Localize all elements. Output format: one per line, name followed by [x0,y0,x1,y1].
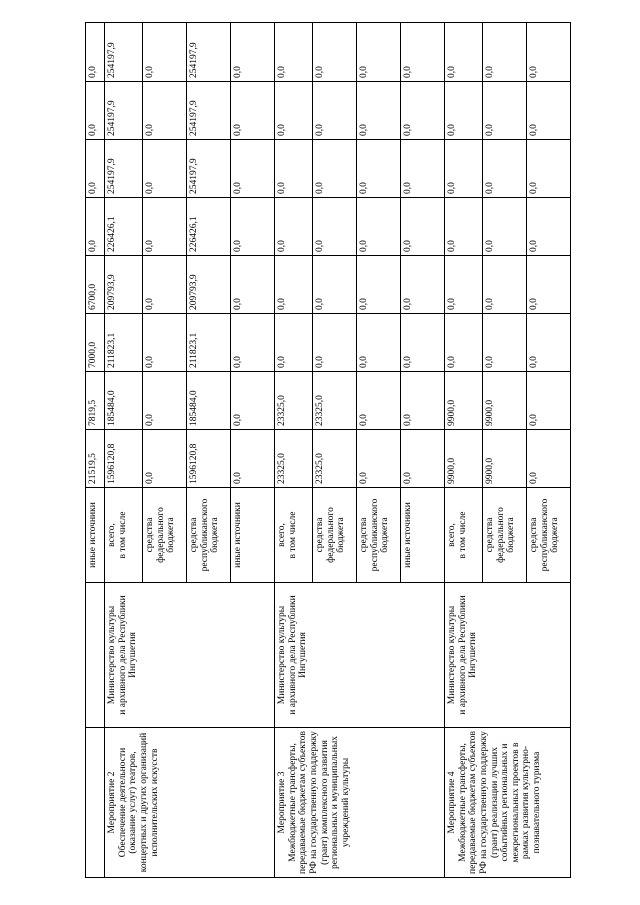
value-cell: 0,0 [143,140,187,198]
value-cell: 9900,0 [445,430,483,488]
source-label: иные источники [86,488,105,583]
value-cell: 0,0 [86,198,105,256]
value-cell: 0,0 [86,140,105,198]
value-cell: 0,0 [445,23,483,82]
measure-cell-empty [86,728,105,878]
value-cell: 0,0 [313,140,357,198]
value-cell: 0,0 [357,82,401,140]
value-cell: 0,0 [275,82,313,140]
value-cell: 0,0 [401,23,445,82]
value-cell: 0,0 [527,23,571,82]
value-cell: 0,0 [401,140,445,198]
responsible-cell-empty [86,583,105,728]
value-cell: 0,0 [401,314,445,372]
value-cell: 0,0 [527,256,571,314]
value-cell: 0,0 [401,256,445,314]
value-cell: 211823,1 [105,314,143,372]
value-cell: 0,0 [483,23,527,82]
budget-table [85,22,571,878]
value-cell: 0,0 [483,198,527,256]
value-cell: 209793,9 [105,256,143,314]
value-cell: 0,0 [313,198,357,256]
table-body [86,23,571,878]
value-cell: 254197,9 [105,82,143,140]
value-cell: 0,0 [313,23,357,82]
value-cell: 0,0 [445,256,483,314]
value-cell: 0,0 [275,140,313,198]
value-cell: 0,0 [483,140,527,198]
funding-source-label: всего, в том числе [445,488,483,583]
value-cell: 0,0 [231,140,275,198]
value-cell: 7000,0 [86,314,105,372]
value-cell: 0,0 [357,430,401,488]
value-cell: 0,0 [527,430,571,488]
value-cell: 0,0 [143,256,187,314]
value-cell: 0,0 [231,198,275,256]
value-cell: 0,0 [143,198,187,256]
value-cell: 0,0 [86,82,105,140]
value-cell: 0,0 [357,23,401,82]
measure-description: Мероприятие 2 Обеспечение деятельности (оказание услуг) театров, концертных и других организаций исполнительских искусств [105,728,275,878]
value-cell: 0,0 [143,82,187,140]
value-cell: 0,0 [527,198,571,256]
value-cell: 0,0 [401,198,445,256]
value-cell: 0,0 [401,372,445,430]
funding-source-label: средства федерального бюджета [483,488,527,583]
value-cell: 23325,0 [275,372,313,430]
value-cell: 0,0 [527,314,571,372]
value-cell: 0,0 [483,82,527,140]
value-cell: 0,0 [313,256,357,314]
value-cell: 0,0 [527,372,571,430]
value-cell: 0,0 [483,314,527,372]
value-cell: 7819,5 [86,372,105,430]
value-cell: 0,0 [86,23,105,82]
funding-source-label: всего, в том числе [275,488,313,583]
value-cell: 23325,0 [275,430,313,488]
value-cell: 226426,1 [187,198,231,256]
responsible-executor: Министерство культуры и архивного дела Республики Ингушетия [445,583,571,728]
value-cell: 0,0 [143,23,187,82]
funding-source-label: иные источники [401,488,445,583]
value-cell: 0,0 [275,198,313,256]
value-cell: 0,0 [445,314,483,372]
value-cell: 0,0 [445,198,483,256]
value-cell: 185484,0 [105,372,143,430]
value-cell: 0,0 [231,372,275,430]
value-cell: 0,0 [445,140,483,198]
table-row [105,23,143,878]
value-cell: 254197,9 [187,140,231,198]
value-cell: 211823,1 [187,314,231,372]
table-row [275,23,313,878]
value-cell: 0,0 [357,256,401,314]
value-cell: 23325,0 [313,372,357,430]
funding-source-label: средства федерального бюджета [313,488,357,583]
value-cell: 0,0 [357,140,401,198]
measure-description: Мероприятие 4 Межбюджетные трансферты, передаваемые бюджетам субъектов РФ на государственную поддержку (грант) реализации лучших событийных региональных и межрегиональных проектов в рамках развития культурно-познавательного туризма [445,728,571,878]
value-cell: 0,0 [143,372,187,430]
value-cell: 0,0 [313,82,357,140]
value-cell: 226426,1 [105,198,143,256]
value-cell: 0,0 [231,430,275,488]
value-cell: 9900,0 [483,430,527,488]
value-cell: 0,0 [527,140,571,198]
value-cell: 254197,9 [187,23,231,82]
value-cell: 0,0 [231,314,275,372]
value-cell: 21519,5 [86,430,105,488]
value-cell: 0,0 [357,314,401,372]
funding-source-label: средства федерального бюджета [143,488,187,583]
value-cell: 0,0 [401,430,445,488]
value-cell: 185484,0 [187,372,231,430]
responsible-executor: Министерство культуры и архивного дела Республики Ингушетия [275,583,445,728]
measure-description: Мероприятие 3 Межбюджетные трансферты, передаваемые бюджетам субъектов РФ на государственную поддержку (грант) комплексного развития региональных и муниципальных учреждений культуры [275,728,445,878]
value-cell: 23325,0 [313,430,357,488]
value-cell: 0,0 [527,82,571,140]
value-cell: 0,0 [231,23,275,82]
value-cell: 0,0 [483,256,527,314]
funding-source-label: средства республиканского бюджета [527,488,571,583]
value-cell: 254197,9 [105,23,143,82]
funding-source-label: средства республиканского бюджета [357,488,401,583]
value-cell: 0,0 [313,314,357,372]
value-cell: 254197,9 [105,140,143,198]
value-cell: 0,0 [357,198,401,256]
funding-source-label: средства республиканского бюджета [187,488,231,583]
value-cell: 0,0 [231,256,275,314]
value-cell: 0,0 [275,23,313,82]
value-cell: 9900,0 [445,372,483,430]
value-cell: 0,0 [231,82,275,140]
value-cell: 0,0 [357,372,401,430]
table-row [445,23,483,878]
value-cell: 1596120,8 [105,430,143,488]
value-cell: 0,0 [401,82,445,140]
value-cell: 6700,0 [86,256,105,314]
value-cell: 9900,0 [483,372,527,430]
funding-source-label: иные источники [231,488,275,583]
value-cell: 209793,9 [187,256,231,314]
value-cell: 0,0 [275,314,313,372]
value-cell: 254197,9 [187,82,231,140]
value-cell: 0,0 [445,82,483,140]
value-cell: 1596120,8 [187,430,231,488]
table-row [86,23,105,878]
value-cell: 0,0 [143,430,187,488]
value-cell: 0,0 [275,256,313,314]
responsible-executor: Министерство культуры и архивного дела Республики Ингушетия [105,583,275,728]
value-cell: 0,0 [143,314,187,372]
funding-source-label: всего, в том числе [105,488,143,583]
rotated-page [85,23,561,878]
